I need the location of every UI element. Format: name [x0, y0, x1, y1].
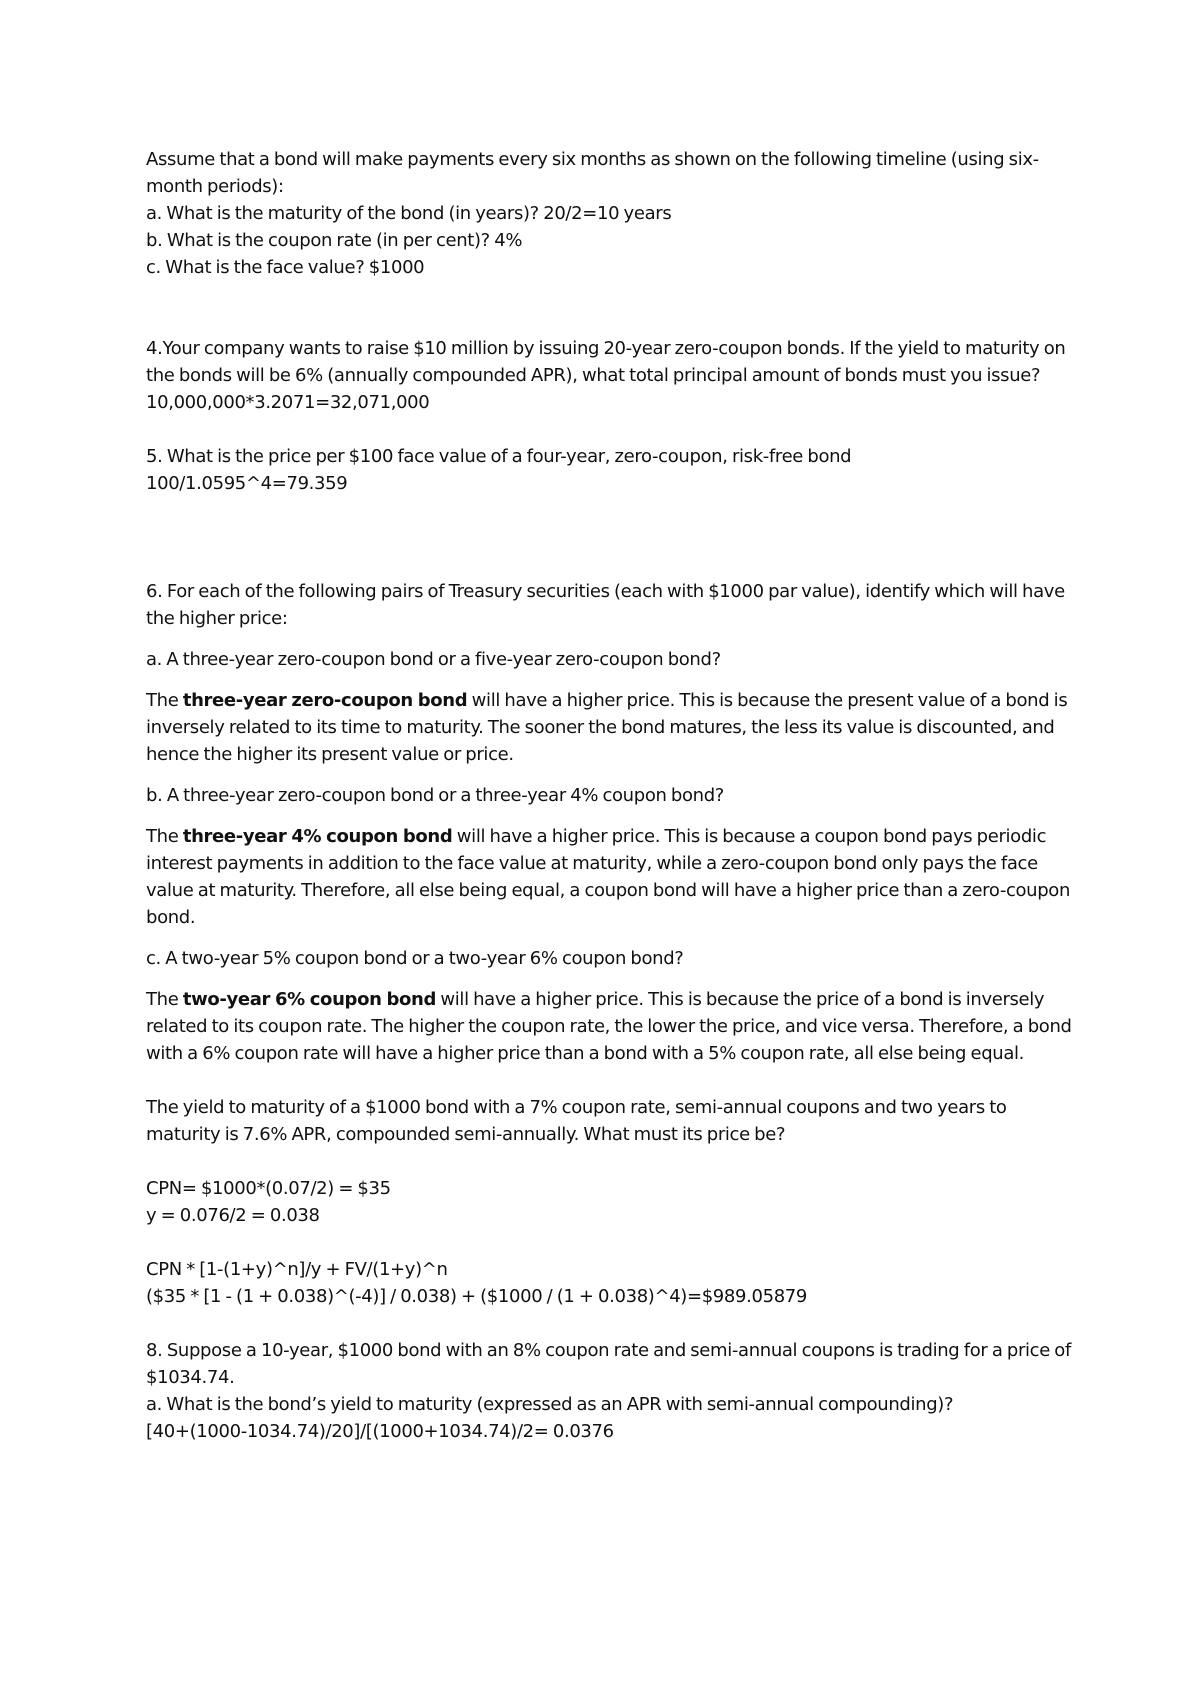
q6-c-answer-pre: The	[146, 989, 183, 1010]
q6-b-answer	[146, 823, 1076, 931]
q6-question: 6. For each of the following pairs of Treasury securities (each with $1000 par value), identify which will have the higher price:	[146, 581, 1065, 629]
q6-b-question: b. A three-year zero-coupon bond or a three-year 4% coupon bond?	[146, 785, 724, 806]
q5-question: 5. What is the price per $100 face value of a four-year, zero-coupon, risk-free bond	[146, 446, 852, 467]
q6-a-question: a. A three-year zero-coupon bond or a five-year zero-coupon bond?	[146, 649, 721, 670]
q6-b-answer-bold: three-year 4% coupon bond	[182, 826, 453, 847]
q8-a-answer: [40+(1000-1034.74)/20]/[(1000+1034.74)/2= 0.0376	[146, 1421, 614, 1442]
q6-c-answer-bold: two-year 6% coupon bond	[182, 989, 437, 1010]
q7-y: y = 0.076/2 = 0.038	[146, 1205, 320, 1226]
q6-b-answer-post: will have a higher price. This is because a coupon bond pays periodic interest payments in addition to the face value at maturity, while a zero-coupon bond only pays the face value at maturity. Therefore, all else being equal, a coupon bond will have a higher price than a zero-coupon bond.	[146, 826, 1071, 928]
q6-a-answer	[146, 687, 1076, 768]
q6-c-question: c. A two-year 5% coupon bond or a two-year 6% coupon bond?	[146, 948, 684, 969]
q7-calc: ($35 * [1 - (1 + 0.038)^(-4)] / 0.038) + ($1000 / (1 + 0.038)^4)=$989.05879	[146, 1286, 807, 1307]
q7-cpn: CPN= $1000*(0.07/2) = $35	[146, 1178, 391, 1199]
document-page	[146, 146, 1076, 1445]
q6-b-answer-pre: The	[146, 826, 183, 847]
q6-a-answer-post: will have a higher price. This is because the present value of a bond is inversely related to its time to maturity. The sooner the bond matures, the less its value is discounted, and hence the higher its present value or price.	[146, 690, 1068, 765]
intro-question: Assume that a bond will make payments every six months as shown on the following timeline (using six-month periods):	[146, 149, 1039, 197]
q7-question: The yield to maturity of a $1000 bond with a 7% coupon rate, semi-annual coupons and two years to maturity is 7.6% APR, compounded semi-annually. What must its price be?	[146, 1097, 1007, 1145]
q4-answer: 10,000,000*3.2071=32,071,000	[146, 392, 430, 413]
q8-question: 8. Suppose a 10-year, $1000 bond with an 8% coupon rate and semi-annual coupons is trading for a price of $1034.74.	[146, 1340, 1071, 1388]
q6-a-answer-bold: three-year zero-coupon bond	[182, 690, 468, 711]
q7-formula: CPN * [1-(1+y)^n]/y + FV/(1+y)^n	[146, 1259, 448, 1280]
q5-answer: 100/1.0595^4=79.359	[146, 473, 348, 494]
q6-c-answer-post: will have a higher price. This is because the price of a bond is inversely related to its coupon rate. The higher the coupon rate, the lower the price, and vice versa. Therefore, a bond with a 6% coupon rate will have a higher price than a bond with a 5% coupon rate, all else being equal.	[146, 989, 1072, 1064]
q4-question: 4.Your company wants to raise $10 million by issuing 20-year zero-coupon bonds. If the yield to maturity on the bonds will be 6% (annually compounded APR), what total principal amount of bonds must you issue?	[146, 338, 1066, 386]
q6-a-answer-pre: The	[146, 690, 183, 711]
intro-answer-c: c. What is the face value? $1000	[146, 257, 425, 278]
q8-a-question: a. What is the bond’s yield to maturity (expressed as an APR with semi-annual compounding)?	[146, 1394, 954, 1415]
intro-answer-b: b. What is the coupon rate (in per cent)? 4%	[146, 230, 523, 251]
intro-answer-a: a. What is the maturity of the bond (in years)? 20/2=10 years	[146, 203, 672, 224]
q6-c-answer	[146, 986, 1076, 1067]
